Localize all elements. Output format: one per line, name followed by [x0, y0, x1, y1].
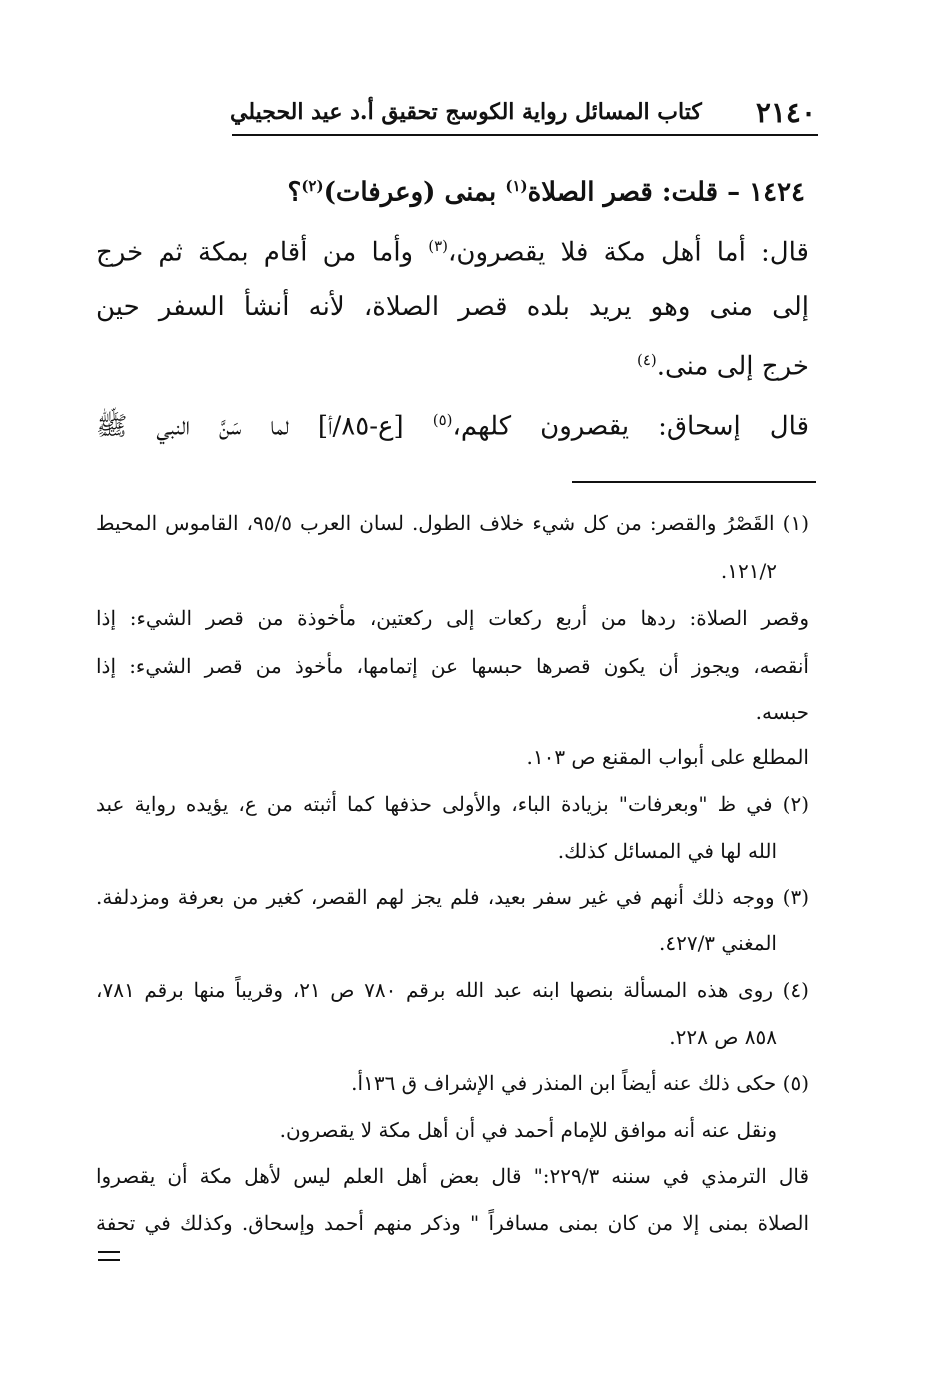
- footnote-1-line-6: المطلع على أبواب المقنع ص ١٠٣.: [526, 745, 809, 769]
- footnote-1-line-4: أنقصه، ويجوز أن يكون قصرها حبسها عن إتمامها، مأخوذ من قصر الشيء: إذا: [96, 654, 809, 678]
- footnote-3-line-1: (٣) ووجه ذلك أنهم في غير سفر بعيد، فلم يجز لهم القصر، كغير من بعرفة ومزدلفة.: [96, 885, 809, 909]
- footnote-ref-3: (٣): [428, 237, 449, 255]
- ishaq-line-start: قال إسحاق: يقصرون كلهم،: [452, 411, 810, 442]
- question-middle: بمنى (وعرفات): [323, 177, 506, 208]
- question-end: ؟: [287, 177, 302, 208]
- footnote-5-line-1: (٥) حكى ذلك عنه أيضاً ابن المنذر في الإشراف ق ١٣٦أ.: [351, 1071, 809, 1095]
- footnote-1-line-3: وقصر الصلاة: ردها من أربع ركعات إلى ركعتين، مأخوذة من قصر الشيء: إذا: [96, 606, 809, 630]
- running-title: كتاب المسائل رواية الكوسج تحقيق أ.د عيد الحجيلي: [230, 99, 702, 125]
- footnote-5-line-4: الصلاة بمنى إلا من كان بمنى مسافراً " وذكر منهم أحمد وإسحاق. وكذلك في تحفة: [96, 1211, 809, 1235]
- footnote-5-line-3: قال الترمذي في سننه ٢٢٩/٣:" قال بعض أهل العلم ليس لأهل مكة أن يقصروا: [96, 1164, 810, 1188]
- footnote-1-line-2: ١٢١/٢.: [720, 559, 777, 583]
- question-prefix: ١٤٢٤ – قلت: قصر الصلاة: [527, 177, 805, 208]
- footnote-ref-2: (٢): [301, 177, 324, 195]
- question-line: [288, 166, 806, 213]
- footnote-4-line-2: ٨٥٨ ص ٢٢٨.: [669, 1025, 777, 1049]
- ishaq-line-rest: [ع-٨٥/أ] لما سَنَّ النبي ﷺ: [96, 411, 433, 442]
- answer-line-1: [96, 226, 809, 273]
- footnote-1-line-1: (١) القَصْرُ والقصر: من كل شيء خلاف الطول. لسان العرب ٩٥/٥، القاموس المحيط: [96, 511, 809, 535]
- answer-line-2: إلى منى وهو يريد بلده قصر الصلاة، لأنه أنشأ السفر حين: [96, 292, 809, 322]
- answer-line-1-start: قال: أما أهل مكة فلا يقصرون،: [448, 237, 809, 268]
- footnote-2-line-1: (٢) في ظ "وبعرفات" بزيادة الباء، والأولى حذفها كما أثبته من ع، يؤيده رواية عبد: [96, 792, 809, 816]
- answer-line-3: [637, 340, 809, 387]
- footnote-4-line-1: (٤) روى هذه المسألة بنصها ابنه عبد الله برقم ٧٨٠ ص ٢١، وقريباً منها برقم ٧٨١،: [96, 978, 809, 1002]
- footnote-5-line-2: ونقل عنه أنه موافق للإمام أحمد في أن أهل مكة لا يقصرون.: [279, 1118, 777, 1142]
- continuation-mark: [98, 1251, 120, 1261]
- answer-line-3-text: خرج إلى منى.: [656, 351, 809, 382]
- footnote-separator: [572, 481, 816, 483]
- page-header: [230, 92, 816, 132]
- footnote-2-line-2: الله لها في المسائل كذلك.: [557, 839, 777, 863]
- footnote-1-line-5: حبسه.: [755, 700, 809, 724]
- footnote-ref-1: (١): [505, 177, 528, 195]
- footnote-ref-4: (٤): [636, 351, 657, 369]
- footnote-ref-5: (٥): [432, 411, 453, 429]
- header-rule: [232, 134, 818, 136]
- answer-line-1-rest: وأما من أقام بمكة ثم خرج: [96, 237, 429, 268]
- page-number: ٢١٤٠: [755, 95, 816, 129]
- ishaq-line: [96, 400, 809, 447]
- footnote-3-line-2: المغني ٤٢٧/٣.: [658, 931, 777, 955]
